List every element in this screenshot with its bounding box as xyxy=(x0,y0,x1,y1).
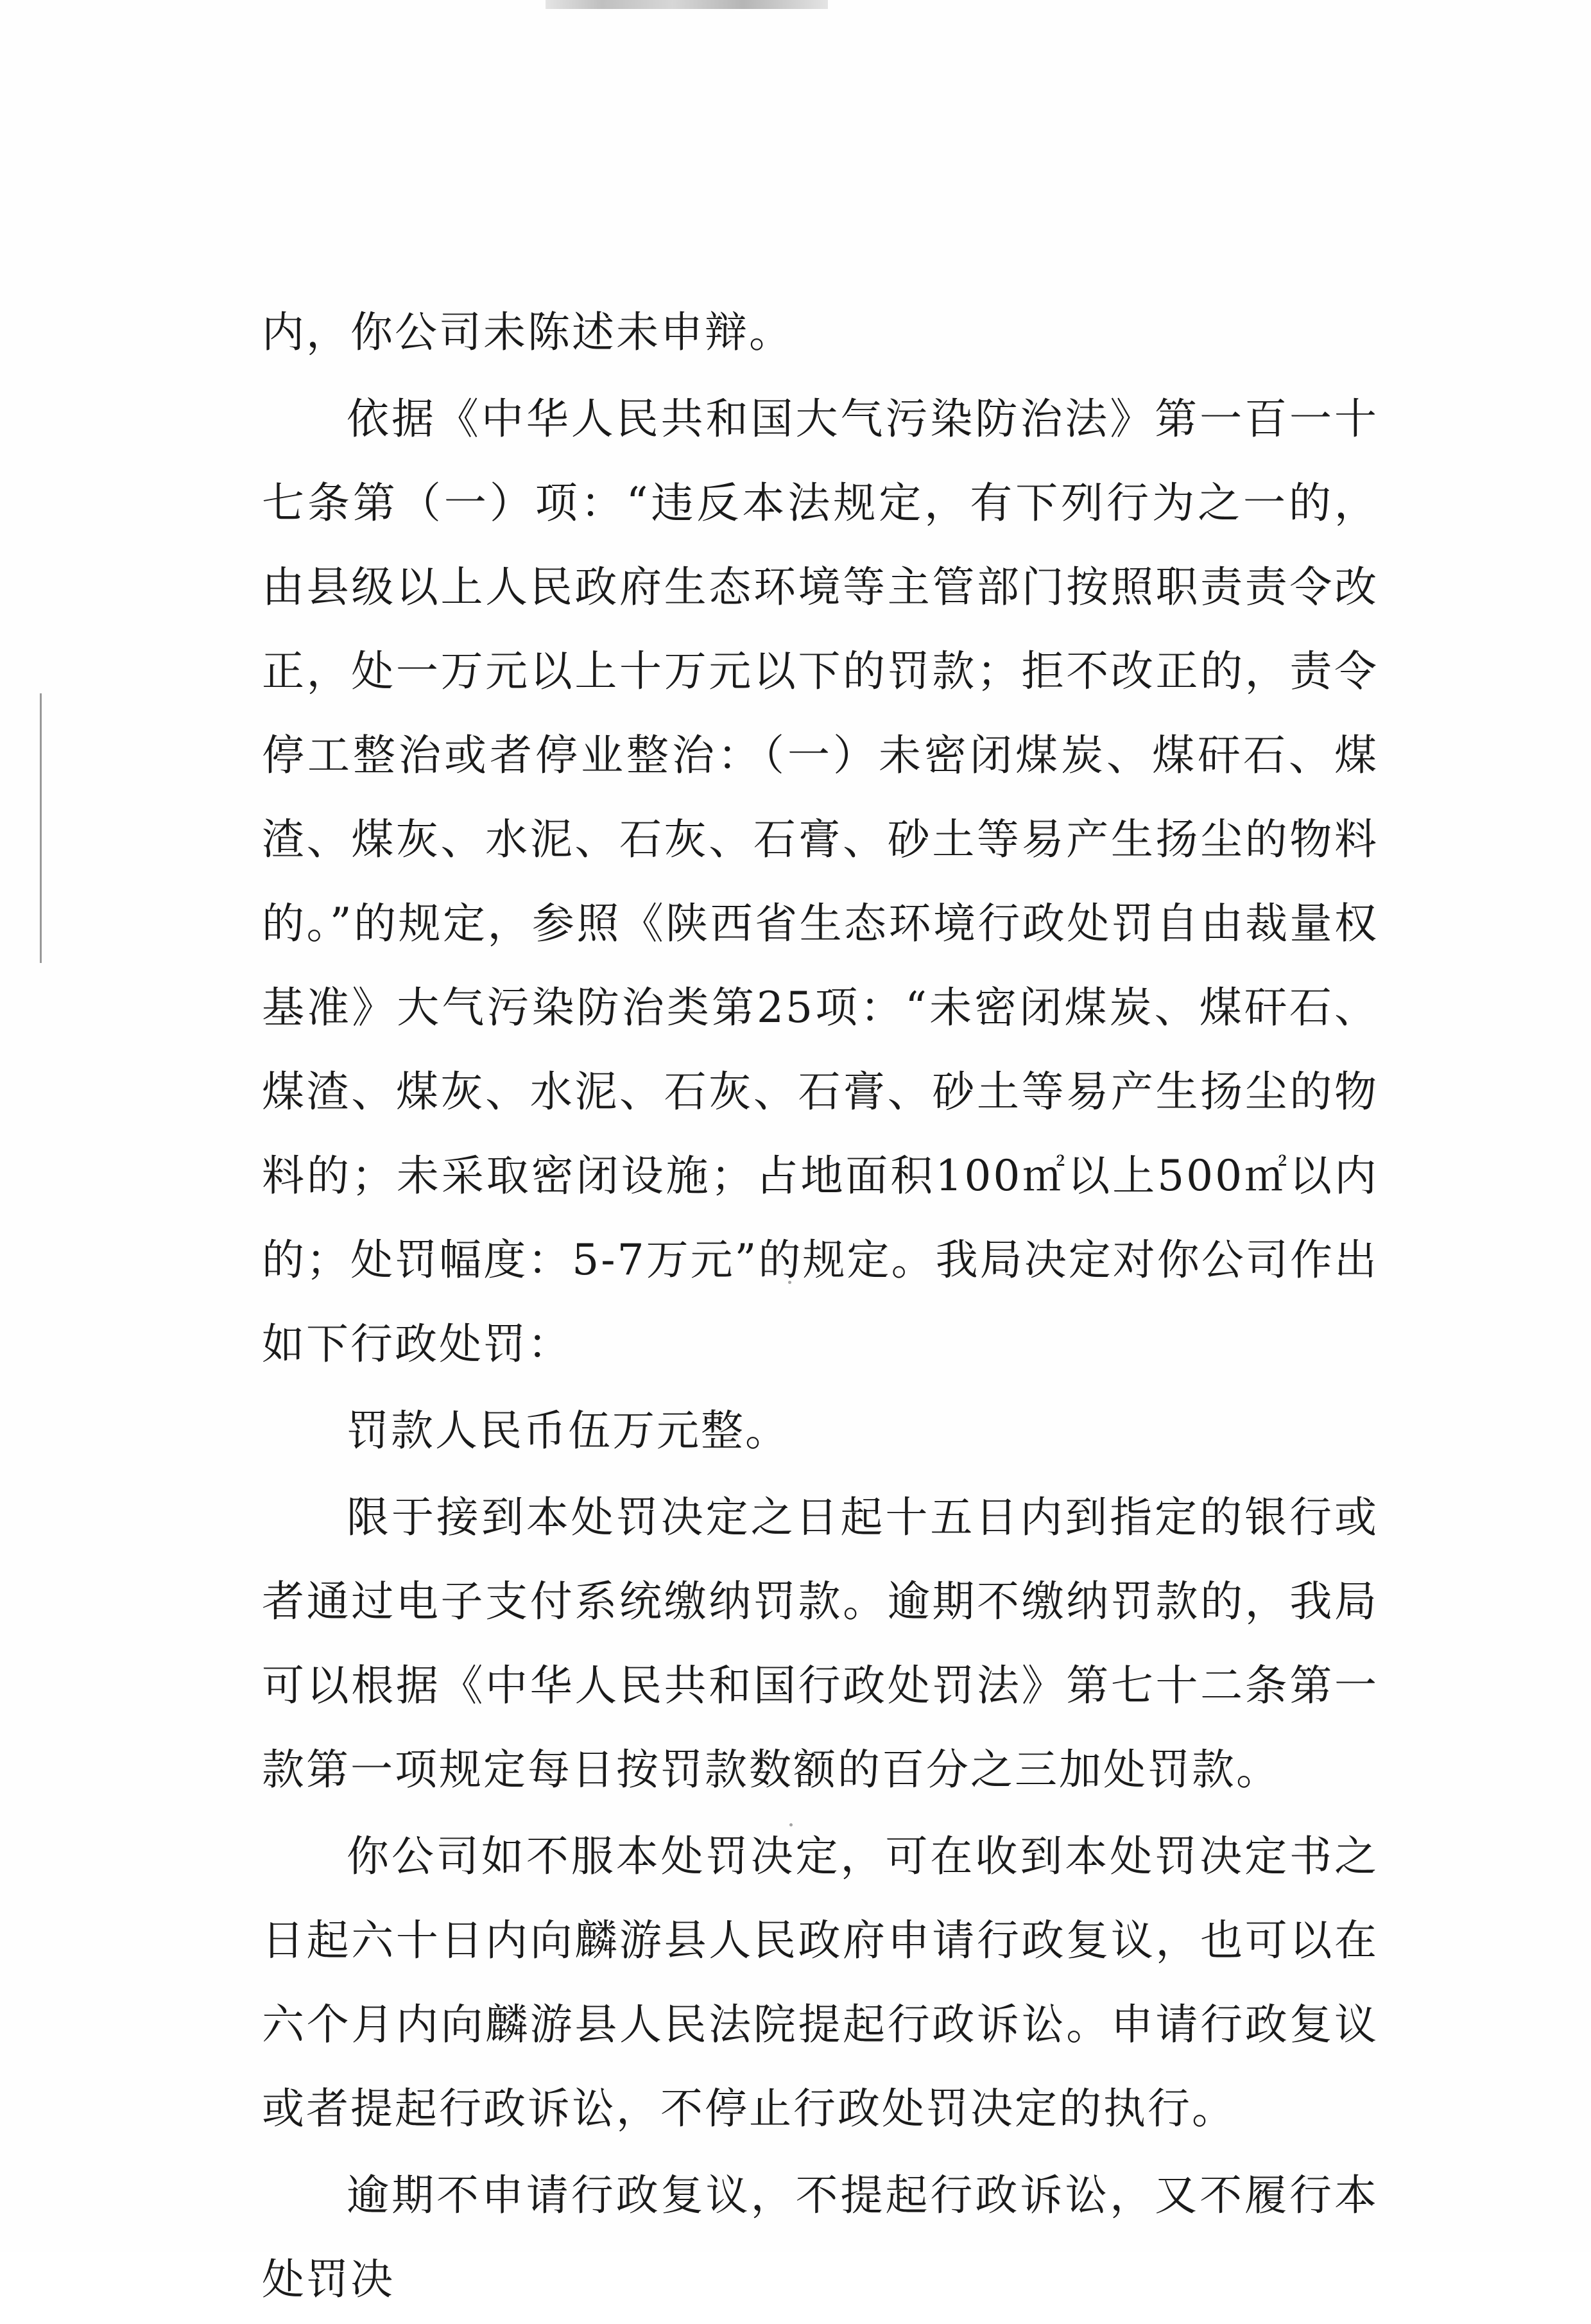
paragraph-appeal-rights: 你公司如不服本处罚决定，可在收到本处罚决定书之日起六十日内向麟游县人民政府申请行政复议，也可以在六个月内向麟游县人民法院提起行政诉讼。申请行政复议或者提起行政诉讼，不停止行政处罚决定的执行。 xyxy=(262,1832,1379,2133)
paragraph-statement: 内，你公司未陈述未申辩。 xyxy=(262,308,793,357)
paragraph-legal-basis: 依据《中华人民共和国大气污染防治法》第一百一十七条第（一）项：“违反本法规定，有下列行为之一的，由县级以上人民政府生态环境等主管部门按照职责责令改正，处一万元以上十万元以下的罚款；拒不改正的，责令停工整治或者停业整治：（一）未密闭煤炭、煤矸石、煤渣、煤灰、水泥、石灰、石膏、砂土等易产生扬尘的物料的。”的规定，参照《陕西省生态环境行政处罚自由裁量权基准》大气污染防治类第25项：“未密闭煤炭、煤矸石、煤渣、煤灰、水泥、石灰、石膏、砂土等易产生扬尘的物料的；未采取密闭设施；占地面积100㎡以上500㎡以内的；处罚幅度：5-7万元”的规定。我局决定对你公司作出如下行政处罚： xyxy=(262,394,1379,1369)
paragraph-payment-deadline: 限于接到本处罚决定之日起十五日内到指定的银行或者通过电子支付系统缴纳罚款。逾期不缴纳罚款的，我局可以根据《中华人民共和国行政处罚法》第七十二条第一款第一项规定每日按罚款数额的百分之三加处罚款。 xyxy=(262,1493,1379,1794)
paragraph-enforcement: 逾期不申请行政复议，不提起行政诉讼，又不履行本处罚决 xyxy=(262,2171,1379,2304)
paragraph-penalty: 罚款人民币伍万元整。 xyxy=(347,1406,789,1455)
document-body xyxy=(262,290,1379,2324)
scan-artifact-edge xyxy=(40,693,42,963)
scan-artifact-top xyxy=(546,0,828,9)
